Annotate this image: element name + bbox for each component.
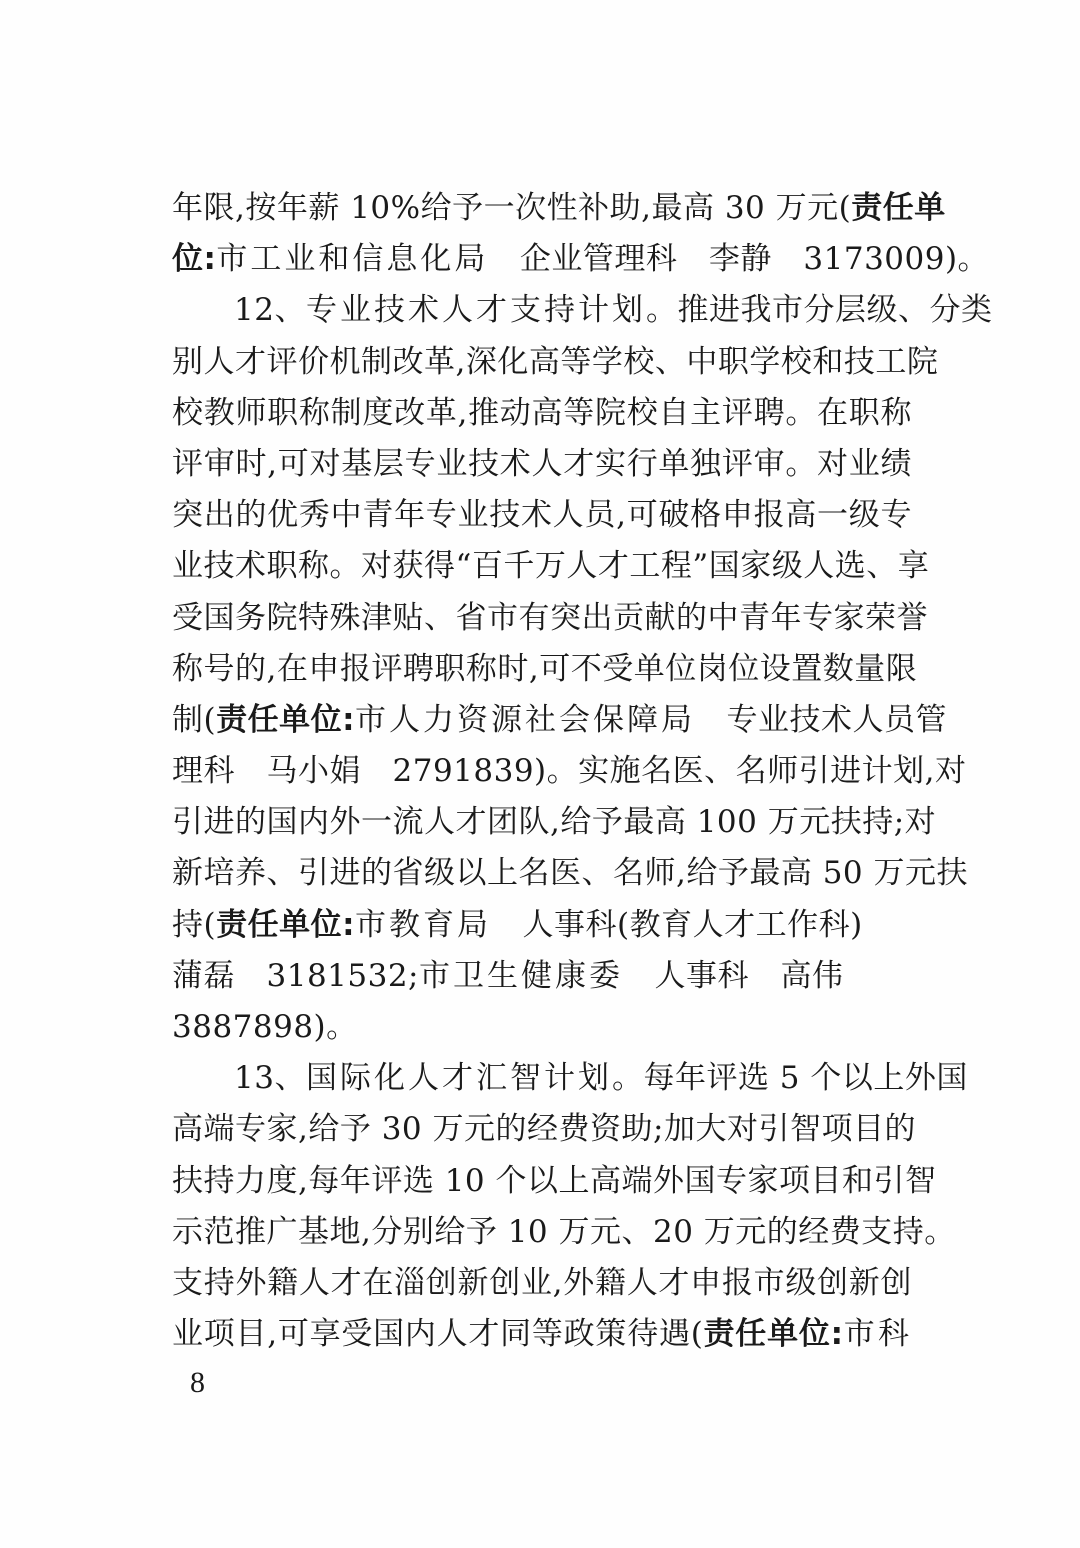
text-line xyxy=(172,337,939,388)
text-segment: 别人才评价机制改革,深化高等学校、中职学校和技工院 xyxy=(172,343,939,380)
text-line xyxy=(172,746,967,797)
text-line xyxy=(172,388,912,439)
text-line xyxy=(172,439,912,490)
text-segment: 支持外籍人才在淄创新创业,外籍人才申报市级创新创 xyxy=(172,1264,912,1301)
text-segment: 持( xyxy=(172,906,217,943)
text-segment: 年限,按年薪 10%给予一次性补助,最高 30 万元( xyxy=(172,190,852,226)
text-segment: 新培养、引进的省级以上名医、名师,给予最高 50 万元扶 xyxy=(172,855,969,892)
text-segment: 扶持力度,每年评选 10 个以上高端外国专家项目和引智 xyxy=(172,1162,937,1199)
emphasis-text: 市卫生健康委 xyxy=(419,957,624,994)
responsible-unit-label: 责任单位: xyxy=(703,1316,844,1353)
responsible-unit-label: 责任单 xyxy=(851,190,946,226)
emphasis-text: 市人力资源社会保障局 xyxy=(355,701,696,738)
text-line xyxy=(172,1156,937,1207)
text-line xyxy=(172,1053,968,1104)
text-segment: 评审时,可对基层专业技术人才实行单独评审。对业绩 xyxy=(172,445,912,482)
text-line xyxy=(172,644,918,695)
text-segment: 蒲磊 3181532; xyxy=(172,957,420,994)
body-text xyxy=(172,183,993,1360)
responsible-unit-label: 责任单位: xyxy=(216,701,356,738)
text-line xyxy=(172,183,946,234)
text-line xyxy=(172,1207,956,1258)
text-segment: 。每年评选 5 个以上外国 xyxy=(611,1060,968,1097)
text-segment: 引进的国内外一流人才团队,给予最高 100 万元扶持;对 xyxy=(172,804,937,841)
text-segment: 理科 马小娟 2791839)。实施名医、名师引进计划,对 xyxy=(172,753,967,790)
text-segment: 人事科 高伟 xyxy=(623,957,844,994)
text-segment: 专业技术人员管 xyxy=(695,701,948,738)
text-line xyxy=(172,593,928,644)
text-segment: 业项目,可享受国内人才同等政策待遇( xyxy=(172,1316,704,1353)
emphasis-text: 国际化人才汇智计划 xyxy=(305,1060,612,1097)
text-segment: 3887898)。 xyxy=(172,1009,358,1045)
text-line xyxy=(172,951,912,1002)
text-line xyxy=(172,1309,912,1360)
responsible-unit-label: 责任单位: xyxy=(216,906,356,943)
text-segment: 称号的,在申报评聘职称时,可不受单位岗位设置数量限 xyxy=(172,650,918,687)
text-segment: 示范推广基地,分别给予 10 万元、20 万元的经费支持。 xyxy=(172,1213,956,1250)
text-line xyxy=(172,1002,912,1053)
text-segment: 12、 xyxy=(234,292,306,329)
text-line xyxy=(172,848,969,899)
text-line xyxy=(172,541,930,592)
text-line xyxy=(172,490,912,541)
text-line xyxy=(172,1104,916,1155)
text-line xyxy=(172,695,948,746)
responsible-unit-label: 位: xyxy=(172,241,217,278)
text-segment: 制( xyxy=(172,701,217,738)
text-line xyxy=(172,1258,912,1309)
emphasis-text: 专业技术人才支持计划 xyxy=(305,292,646,329)
emphasis-text: 市工业和信息化局 xyxy=(216,241,489,278)
text-segment: 企业管理科 李静 3173009)。 xyxy=(488,241,990,278)
text-line xyxy=(172,285,993,336)
text-segment: 校教师职称制度改革,推动高等院校自主评聘。在职称 xyxy=(172,394,912,431)
text-segment: 受国务院特殊津贴、省市有突出贡献的中青年专家荣誉 xyxy=(172,599,928,636)
page-number: 8 xyxy=(190,1366,205,1399)
text-line xyxy=(172,900,912,951)
text-line xyxy=(172,234,990,285)
text-line xyxy=(172,797,937,848)
text-segment: 高端专家,给予 30 万元的经费资助;加大对引智项目的 xyxy=(172,1111,916,1148)
text-segment: 人事科(教育人才工作科) xyxy=(491,906,863,943)
text-segment: 13、 xyxy=(234,1060,306,1097)
text-segment: 。推进我市分层级、分类 xyxy=(645,292,993,329)
text-segment: 业技术职称。对获得“百千万人才工程”国家级人选、享 xyxy=(172,548,930,585)
text-segment: 突出的优秀中青年专业技术人员,可破格申报高一级专 xyxy=(172,497,912,534)
emphasis-text: 市教育局 xyxy=(355,906,492,943)
emphasis-text: 市科 xyxy=(843,1316,912,1353)
